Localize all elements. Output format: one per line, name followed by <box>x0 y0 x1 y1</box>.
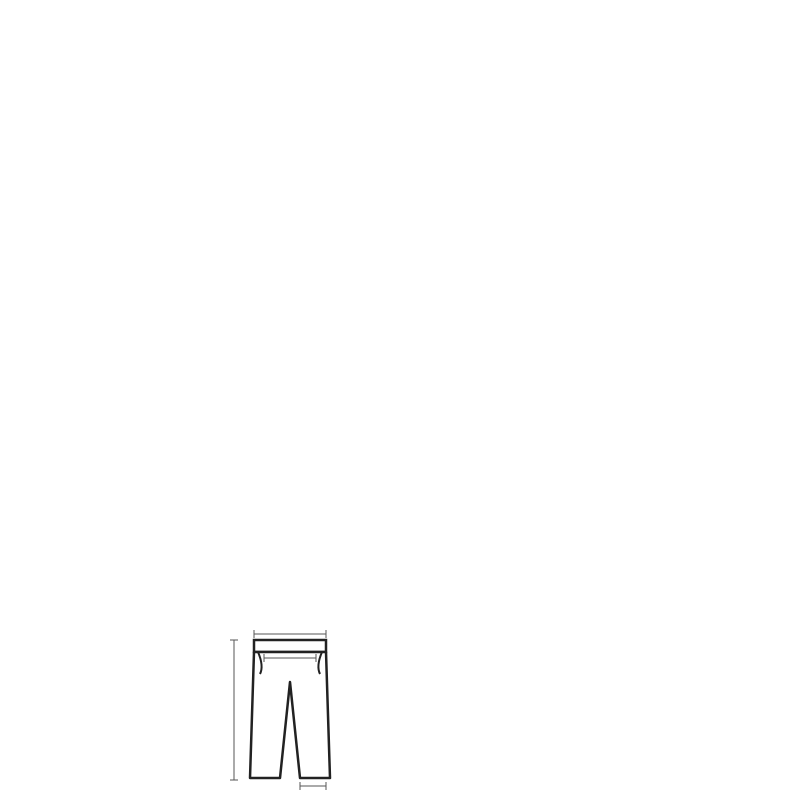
trousers-diagram <box>198 620 348 795</box>
trousers-illustration <box>198 620 348 795</box>
